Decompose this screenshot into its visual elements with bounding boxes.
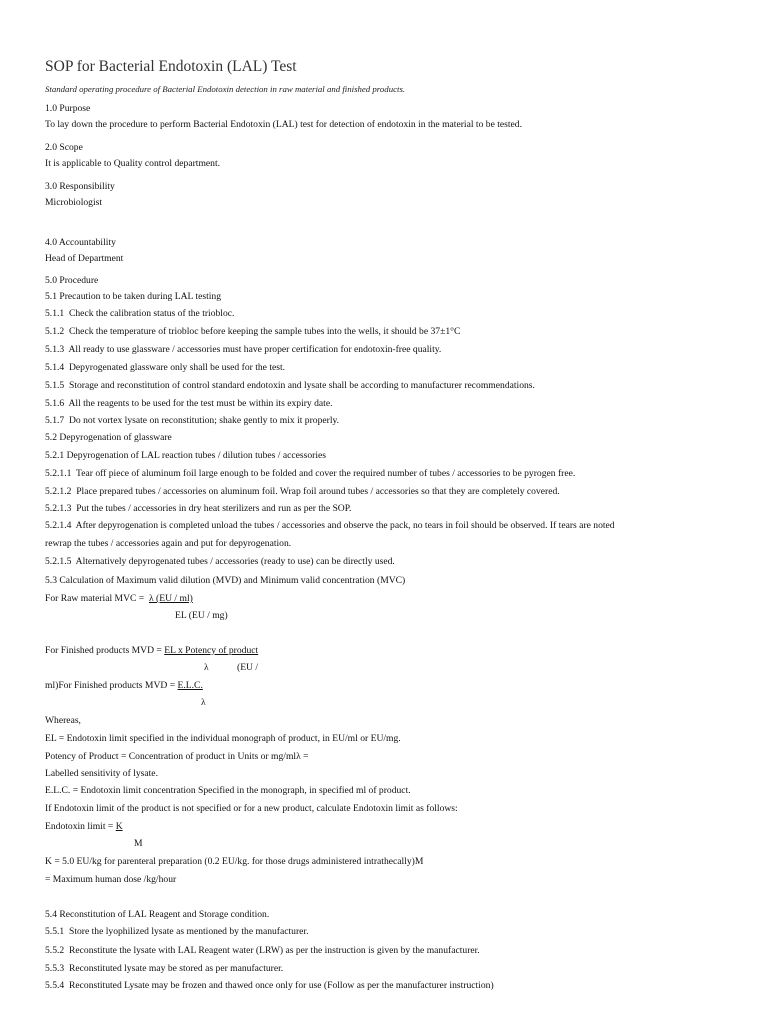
item-text: Do not vortex lysate on reconstitution; shake gently to mix it properly. bbox=[68, 415, 340, 426]
subsection-heading-reconstitution: 5.4 Reconstitution of LAL Reagent and Storage condition. bbox=[45, 909, 270, 920]
list-item bbox=[45, 980, 494, 992]
list-item bbox=[45, 486, 560, 498]
list-item bbox=[45, 326, 460, 338]
definition-lysate: Labelled sensitivity of lysate. bbox=[45, 768, 158, 779]
mvd-units: (EU / bbox=[237, 662, 259, 673]
item-text: After depyrogenation is completed unload the tubes / accessories and observe the pack, no tears in foil should be observed. If tears are noted bbox=[75, 520, 615, 531]
definition-elc: E.L.C. = Endotoxin limit concentration Specified in the monograph, in specified ml of product. bbox=[45, 785, 411, 796]
mvc-label: For Raw material MVC = bbox=[45, 593, 145, 604]
list-item bbox=[45, 926, 309, 938]
mvc-formula bbox=[45, 593, 193, 605]
endotoxin-limit-formula bbox=[45, 821, 123, 833]
el-numerator: K bbox=[115, 821, 123, 832]
item-number: 5.1.4 bbox=[45, 362, 65, 373]
document-subtitle: Standard operating procedure of Bacterial Endotoxin detection in raw material and finished products. bbox=[45, 84, 406, 94]
list-item bbox=[45, 503, 351, 515]
item-number: 5.1.5 bbox=[45, 380, 65, 391]
mvc-denominator: EL (EU / mg) bbox=[175, 610, 228, 621]
item-number: 5.2.1.4 bbox=[45, 520, 72, 531]
item-number: 5.5.4 bbox=[45, 980, 65, 991]
responsibility-text: Microbiologist bbox=[45, 197, 103, 208]
section-heading-purpose: 1.0 Purpose bbox=[45, 103, 91, 114]
section-heading-scope: 2.0 Scope bbox=[45, 142, 83, 153]
item-number: 5.2.1.5 bbox=[45, 556, 72, 567]
mvd-lambda: λ bbox=[204, 662, 209, 673]
item-number: 5.2.1.1 bbox=[45, 468, 72, 479]
definition-m: = Maximum human dose /kg/hour bbox=[45, 874, 177, 885]
el-denominator: M bbox=[134, 838, 143, 849]
el-label: Endotoxin limit = bbox=[45, 821, 116, 832]
definition-if: If Endotoxin limit of the product is not specified or for a new product, calculate Endotoxin limit as follows: bbox=[45, 803, 458, 814]
section-heading-procedure: 5.0 Procedure bbox=[45, 275, 99, 286]
mvc-numerator: λ (EU / ml) bbox=[149, 593, 193, 604]
mvd-formula bbox=[45, 645, 258, 657]
definition-k: K = 5.0 EU/kg for parenteral preparation (0.2 EU/kg. for those drugs administered intrathecally)M bbox=[45, 856, 424, 867]
item-number: 5.1.7 bbox=[45, 415, 65, 426]
mvd2-label: ml)For Finished products MVD = bbox=[45, 680, 178, 691]
list-item bbox=[45, 963, 283, 975]
scope-text: It is applicable to Quality control department. bbox=[45, 158, 221, 169]
item-number: 5.5.3 bbox=[45, 963, 65, 974]
mvd2-denominator: λ bbox=[201, 697, 206, 708]
item-number: 5.1.1 bbox=[45, 308, 65, 319]
item-number: 5.5.1 bbox=[45, 926, 65, 937]
item-text: Reconstitute the lysate with LAL Reagent water (LRW) as per the instruction is given by the manufacturer. bbox=[68, 945, 480, 956]
item-number: 5.2.1.3 bbox=[45, 503, 72, 514]
item-text: Storage and reconstitution of control standard endotoxin and lysate shall be according to manufacturer recommendations. bbox=[68, 380, 535, 391]
subsection-heading-precaution: 5.1 Precaution to be taken during LAL testing bbox=[45, 291, 222, 302]
list-item-continuation: rewrap the tubes / accessories again and put for depyrogenation. bbox=[45, 538, 292, 549]
list-item bbox=[45, 362, 285, 374]
list-item bbox=[45, 468, 575, 480]
item-number: 5.2.1.2 bbox=[45, 486, 72, 497]
whereas-text: Whereas, bbox=[45, 715, 81, 726]
subsection-heading-tubes: 5.2.1 Depyrogenation of LAL reaction tubes / dilution tubes / accessories bbox=[45, 450, 326, 461]
item-text: Check the temperature of triobloc before keeping the sample tubes into the wells, it should be 37±1°C bbox=[68, 326, 461, 337]
mvd-numerator: EL x Potency of product bbox=[164, 645, 259, 656]
document-title: SOP for Bacterial Endotoxin (LAL) Test bbox=[45, 58, 297, 75]
item-text: Alternatively depyrogenated tubes / accessories (ready to use) can be directly used. bbox=[75, 556, 395, 567]
list-item bbox=[45, 398, 333, 410]
list-item bbox=[45, 415, 339, 427]
mvd2-numerator: E.L.C. bbox=[177, 680, 203, 691]
purpose-text: To lay down the procedure to perform Bacterial Endotoxin (LAL) test for detection of endotoxin in the material to be tested. bbox=[45, 119, 522, 130]
item-number: 5.1.3 bbox=[45, 344, 65, 355]
item-number: 5.5.2 bbox=[45, 945, 65, 956]
accountability-text: Head of Department bbox=[45, 253, 124, 264]
definition-potency: Potency of Product = Concentration of product in Units or mg/mlλ = bbox=[45, 751, 309, 762]
item-number: 5.1.2 bbox=[45, 326, 65, 337]
list-item bbox=[45, 380, 535, 392]
definition-el: EL = Endotoxin limit specified in the individual monograph of product, in EU/ml or EU/mg. bbox=[45, 733, 401, 744]
item-text: Store the lyophilized lysate as mentioned by the manufacturer. bbox=[68, 926, 309, 937]
mvd-label: For Finished products MVD = bbox=[45, 645, 165, 656]
subsection-heading-mvd: 5.3 Calculation of Maximum valid dilution (MVD) and Minimum valid concentration (MVC) bbox=[45, 575, 406, 586]
item-text: All ready to use glassware / accessories must have proper certification for endotoxin-free quality. bbox=[68, 344, 442, 355]
item-number: 5.1.6 bbox=[45, 398, 65, 409]
item-text: Reconstituted lysate may be stored as per manufacturer. bbox=[68, 963, 284, 974]
list-item bbox=[45, 308, 234, 320]
list-item bbox=[45, 520, 615, 532]
section-heading-accountability: 4.0 Accountability bbox=[45, 237, 116, 248]
item-text: Depyrogenated glassware only shall be used for the test. bbox=[68, 362, 286, 373]
list-item bbox=[45, 556, 395, 568]
item-text: Place prepared tubes / accessories on aluminum foil. Wrap foil around tubes / accessories so that they are completely covered. bbox=[76, 486, 560, 497]
item-text: Tear off piece of aluminum foil large enough to be folded and cover the required number of tubes / accessories to be pyrogen free. bbox=[76, 468, 576, 479]
list-item bbox=[45, 945, 480, 957]
list-item bbox=[45, 344, 441, 356]
mvd2-formula bbox=[45, 680, 203, 692]
item-text: Reconstituted Lysate may be frozen and thawed once only for use (Follow as per the manufacturer instruction) bbox=[68, 980, 494, 991]
section-heading-responsibility: 3.0 Responsibility bbox=[45, 181, 115, 192]
item-text: All the reagents to be used for the test must be within its expiry date. bbox=[68, 398, 333, 409]
item-text: Put the tubes / accessories in dry heat sterilizers and run as per the SOP. bbox=[76, 503, 352, 514]
item-text: Check the calibration status of the triobloc. bbox=[68, 308, 235, 319]
subsection-heading-depyrogenation: 5.2 Depyrogenation of glassware bbox=[45, 432, 172, 443]
